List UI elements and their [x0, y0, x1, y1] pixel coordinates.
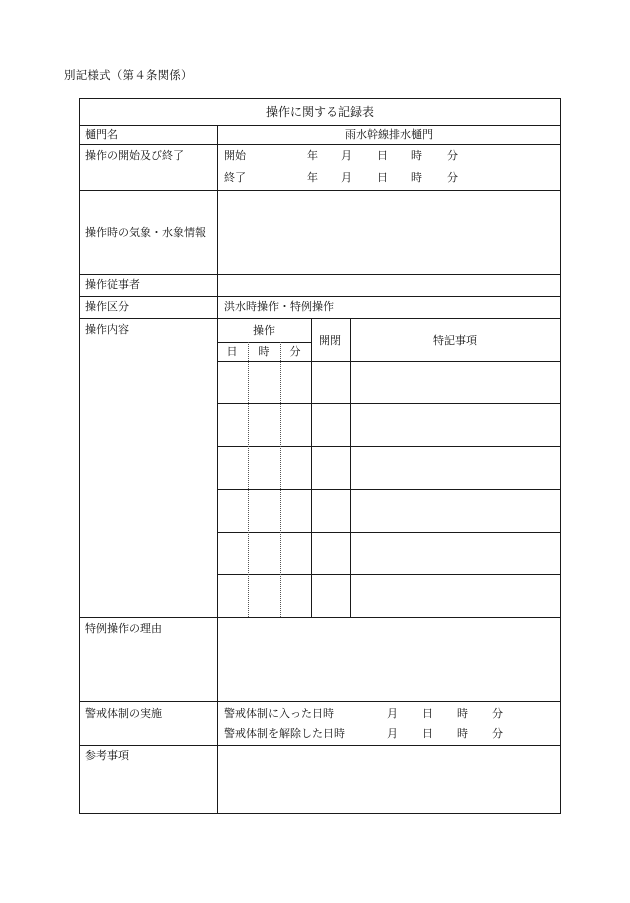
weather-label: 操作時の気象・水象情報 — [85, 226, 206, 239]
alert-release-month-unit: 月 — [387, 727, 398, 740]
alert-label: 警戒体制の実施 — [85, 707, 162, 720]
op-grid-row — [217, 403, 561, 404]
alert-enter-label: 警戒体制に入った日時 — [224, 707, 334, 720]
start-day-unit: 日 — [377, 149, 388, 162]
end-minute-unit: 分 — [447, 171, 458, 184]
gate-name-label: 樋門名 — [85, 128, 118, 141]
page-label: 別記様式（第４条関係） — [64, 68, 193, 82]
row-divider — [79, 701, 561, 702]
alert-enter-hour-unit: 時 — [457, 707, 468, 720]
end-day-unit: 日 — [377, 171, 388, 184]
row-divider — [79, 190, 561, 191]
row-divider — [79, 745, 561, 746]
op-hour-header: 時 — [258, 345, 270, 358]
operator-label: 操作従事者 — [85, 278, 140, 291]
op-grid-row — [217, 446, 561, 447]
start-minute-unit: 分 — [447, 149, 458, 162]
alert-release-label: 警戒体制を解除した日時 — [224, 727, 345, 740]
start-year-unit: 年 — [307, 149, 318, 162]
row-divider — [79, 617, 561, 618]
start-hour-unit: 時 — [411, 149, 422, 162]
op-header: 操作 — [253, 324, 275, 337]
row-divider — [79, 125, 561, 126]
op-grid-row — [217, 532, 561, 533]
row-divider — [79, 144, 561, 145]
op-open-close-divider — [311, 318, 312, 617]
open-close-header: 開閉 — [319, 334, 341, 347]
start-month-unit: 月 — [341, 149, 352, 162]
content-label: 操作内容 — [85, 323, 129, 336]
category-value: 洪水時操作・特例操作 — [224, 300, 334, 313]
end-label: 終了 — [224, 171, 246, 184]
label-column-divider — [217, 125, 218, 814]
op-header-divider — [217, 342, 311, 343]
category-label: 操作区分 — [85, 300, 129, 313]
op-grid-row — [217, 361, 561, 362]
row-divider — [79, 274, 561, 275]
alert-enter-month-unit: 月 — [387, 707, 398, 720]
special-reason-label: 特例操作の理由 — [85, 622, 162, 635]
op-day-header: 日 — [226, 345, 238, 358]
form-title: 操作に関する記録表 — [265, 105, 375, 119]
notes-label: 参考事項 — [85, 749, 129, 762]
alert-release-hour-unit: 時 — [457, 727, 468, 740]
end-hour-unit: 時 — [411, 171, 422, 184]
alert-release-minute-unit: 分 — [492, 727, 503, 740]
alert-release-day-unit: 日 — [422, 727, 433, 740]
start-label: 開始 — [224, 149, 246, 162]
op-grid-row — [217, 574, 561, 575]
op-grid-row — [217, 489, 561, 490]
form-border-top — [79, 98, 561, 99]
op-remarks-divider — [350, 318, 351, 617]
op-day-hour-divider — [248, 342, 249, 617]
form-border-right — [560, 98, 561, 814]
alert-enter-minute-unit: 分 — [492, 707, 503, 720]
row-divider — [79, 318, 561, 319]
form-border-bottom — [79, 813, 561, 814]
op-hour-minute-divider — [280, 342, 281, 617]
form-border-left — [79, 98, 80, 814]
operation-record-form — [79, 98, 561, 814]
alert-enter-day-unit: 日 — [422, 707, 433, 720]
remarks-header: 特記事項 — [433, 334, 477, 347]
start-end-label: 操作の開始及び終了 — [85, 149, 184, 162]
row-divider — [79, 296, 561, 297]
op-minute-header: 分 — [289, 345, 301, 358]
gate-name-value: 雨水幹線排水樋門 — [345, 128, 433, 141]
end-year-unit: 年 — [307, 171, 318, 184]
end-month-unit: 月 — [341, 171, 352, 184]
